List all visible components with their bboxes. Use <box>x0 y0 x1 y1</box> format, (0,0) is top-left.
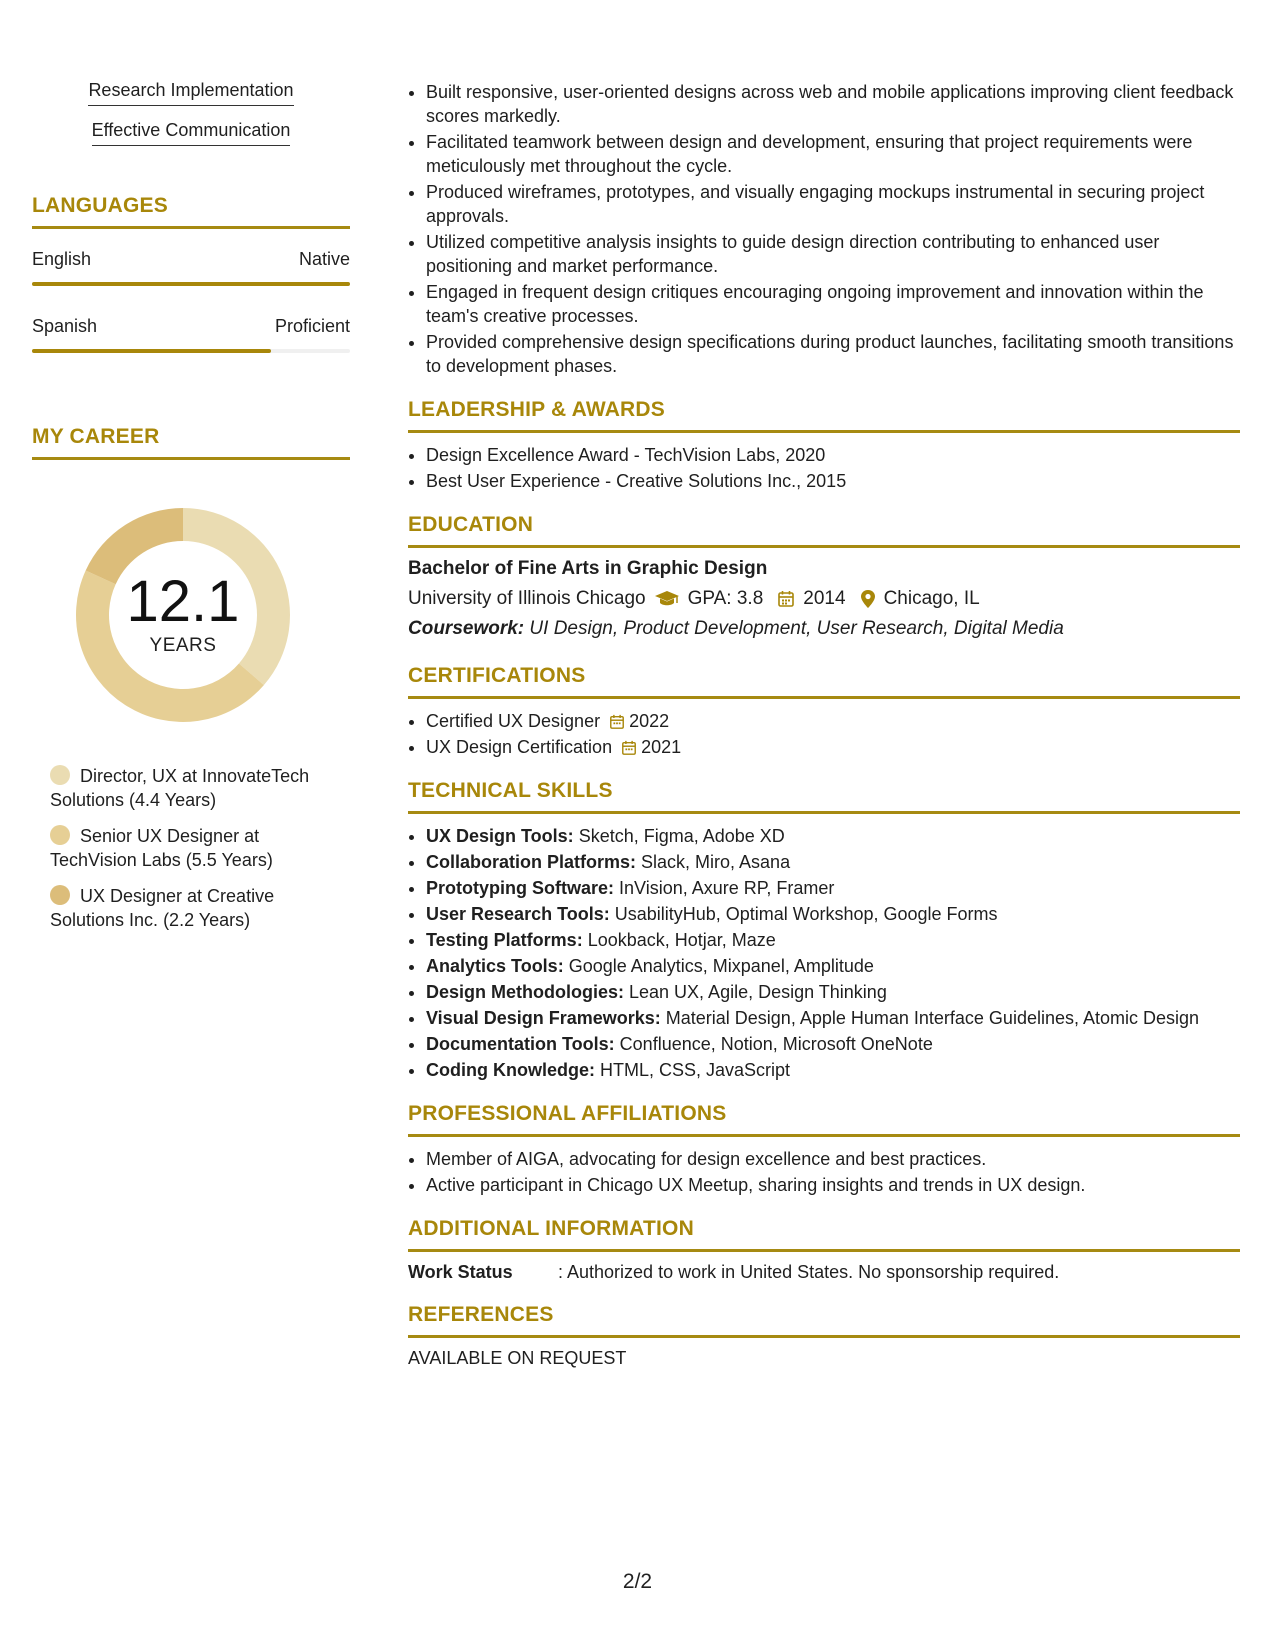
list-item: • Produced wireframes, prototypes, and visually engaging mockups instrumental in securing project approvals. <box>426 180 1240 228</box>
degree: Bachelor of Fine Arts in Graphic Design <box>408 558 768 579</box>
skill-label: Testing Platforms: <box>426 930 583 950</box>
calendar-icon <box>609 714 625 730</box>
career-section <box>32 425 350 932</box>
skill-value: Google Analytics, Mixpanel, Amplitude <box>563 956 874 976</box>
language-bar <box>32 282 350 286</box>
coursework-text: UI Design, Product Development, User Research, Digital Media <box>524 618 1064 639</box>
list-item: • Built responsive, user-oriented designs across web and mobile applications improving client feedback scores markedly. <box>426 80 1240 128</box>
education-section <box>408 513 1240 640</box>
left-column <box>32 80 350 944</box>
section-title: EDUCATION <box>408 513 1240 548</box>
calendar-icon <box>777 590 795 608</box>
info-key: Work Status <box>408 1262 513 1282</box>
gpa: GPA: 3.8 <box>687 588 764 609</box>
legend-label: Director, UX at InnovateTech Solutions (4.4 Years) <box>50 766 310 810</box>
language-bar-fill <box>32 349 271 353</box>
language-bar-fill <box>32 282 350 286</box>
cert-name: Certified UX Designer <box>426 711 601 731</box>
location: Chicago, IL <box>883 588 980 609</box>
list-item: • Active participant in Chicago UX Meetup, sharing insights and trends in UX design. <box>426 1173 1240 1197</box>
right-column <box>408 80 1240 1369</box>
awards-section <box>408 398 1240 493</box>
list-item: • Design Excellence Award - TechVision Labs, 2020 <box>426 443 1240 467</box>
list-item: • Member of AIGA, advocating for design excellence and best practices. <box>426 1147 1240 1171</box>
skill-label: Collaboration Platforms: <box>426 852 637 872</box>
calendar-icon <box>621 740 637 756</box>
list-item <box>426 709 1240 733</box>
skill-label: Visual Design Frameworks: <box>426 1008 661 1028</box>
skill-value: Sketch, Figma, Adobe XD <box>573 826 785 846</box>
section-title: REFERENCES <box>408 1303 1240 1338</box>
skill-value: UsabilityHub, Optimal Workshop, Google Forms <box>609 904 998 924</box>
list-item: • Facilitated teamwork between design and development, ensuring that project requirements were meticulously met throughout the cycle. <box>426 130 1240 178</box>
cert-name: UX Design Certification <box>426 737 613 757</box>
technical-skills-section <box>408 779 1240 1082</box>
skill-label: Documentation Tools: <box>426 1034 615 1054</box>
skill-tag: Research Implementation <box>88 80 293 106</box>
skill-value: HTML, CSS, JavaScript <box>594 1060 791 1080</box>
cert-year: 2022 <box>629 711 670 731</box>
skill-label: UX Design Tools: <box>426 826 574 846</box>
language-name: Spanish <box>32 316 98 336</box>
list-item <box>426 824 1240 848</box>
legend-dot <box>50 825 70 845</box>
info-value: : Authorized to work in United States. No sponsorship required. <box>558 1262 1060 1282</box>
additional-info-section <box>408 1217 1240 1283</box>
section-title: ADDITIONAL INFORMATION <box>408 1217 1240 1252</box>
career-donut-chart <box>68 500 298 730</box>
list-item <box>426 1058 1240 1082</box>
language-bar <box>32 349 350 353</box>
skill-label: Prototyping Software: <box>426 878 614 898</box>
section-title: LANGUAGES <box>32 194 350 229</box>
list-item <box>426 735 1240 759</box>
section-title: PROFESSIONAL AFFILIATIONS <box>408 1102 1240 1137</box>
list-item <box>426 928 1240 952</box>
language-name: English <box>32 249 92 269</box>
skill-value: Confluence, Notion, Microsoft OneNote <box>614 1034 933 1054</box>
list-item: • Best User Experience - Creative Solutions Inc., 2015 <box>426 469 1240 493</box>
language-level: Proficient <box>274 316 350 336</box>
page-number: 2/2 <box>622 1570 653 1593</box>
graduation-year: 2014 <box>803 588 846 609</box>
coursework-label: Coursework: <box>408 618 525 639</box>
info-row <box>408 1262 1240 1283</box>
skill-value: InVision, Axure RP, Framer <box>614 878 835 898</box>
skill-tag: Effective Communication <box>92 120 291 146</box>
skill-value: Lookback, Hotjar, Maze <box>582 930 776 950</box>
career-unit: YEARS <box>149 635 217 656</box>
career-legend <box>32 764 350 932</box>
legend-label: Senior UX Designer at TechVision Labs (5.5 Years) <box>50 826 273 870</box>
skill-value: Slack, Miro, Asana <box>636 852 791 872</box>
career-total: 12.1 <box>126 569 240 634</box>
languages-section <box>32 194 350 353</box>
school-name: University of Illinois Chicago <box>408 588 646 609</box>
list-item <box>426 1032 1240 1056</box>
skill-label: Coding Knowledge: <box>426 1060 595 1080</box>
coursework <box>408 618 1240 640</box>
education-details <box>408 588 1240 610</box>
legend-item <box>50 824 350 872</box>
list-item: • Engaged in frequent design critiques encouraging ongoing improvement and innovation within the team's creative processes. <box>426 280 1240 328</box>
legend-dot <box>50 885 70 905</box>
references-text: AVAILABLE ON REQUEST <box>408 1348 627 1368</box>
section-title: TECHNICAL SKILLS <box>408 779 1240 814</box>
skill-label: User Research Tools: <box>426 904 610 924</box>
language-item <box>32 316 350 353</box>
section-title: LEADERSHIP & AWARDS <box>408 398 1240 433</box>
experience-bullets <box>408 80 1240 378</box>
list-item <box>426 980 1240 1004</box>
section-title: CERTIFICATIONS <box>408 664 1240 699</box>
skill-label: Design Methodologies: <box>426 982 624 1002</box>
graduation-cap-icon <box>654 590 680 608</box>
legend-item <box>50 764 350 812</box>
legend-item <box>50 884 350 932</box>
list-item <box>426 1006 1240 1030</box>
list-item: • Utilized competitive analysis insights to guide design direction contributing to enhanced user positioning and market performance. <box>426 230 1240 278</box>
language-level: Native <box>298 249 350 269</box>
list-item <box>426 876 1240 900</box>
legend-label: UX Designer at Creative Solutions Inc. (2.2 Years) <box>50 886 275 930</box>
legend-dot <box>50 765 70 785</box>
language-item <box>32 249 350 286</box>
section-title: MY CAREER <box>32 425 350 460</box>
affiliations-section <box>408 1102 1240 1197</box>
list-item <box>426 954 1240 978</box>
references-section <box>408 1303 1240 1369</box>
skill-label: Analytics Tools: <box>426 956 564 976</box>
skill-value: Lean UX, Agile, Design Thinking <box>624 982 887 1002</box>
list-item <box>426 902 1240 926</box>
list-item: • Provided comprehensive design specifications during product launches, facilitating smooth transitions to development phases. <box>426 330 1240 378</box>
location-pin-icon <box>860 589 876 609</box>
skill-value: Material Design, Apple Human Interface Guidelines, Atomic Design <box>660 1008 1200 1028</box>
certifications-section <box>408 664 1240 759</box>
cert-year: 2021 <box>641 737 682 757</box>
list-item <box>426 850 1240 874</box>
